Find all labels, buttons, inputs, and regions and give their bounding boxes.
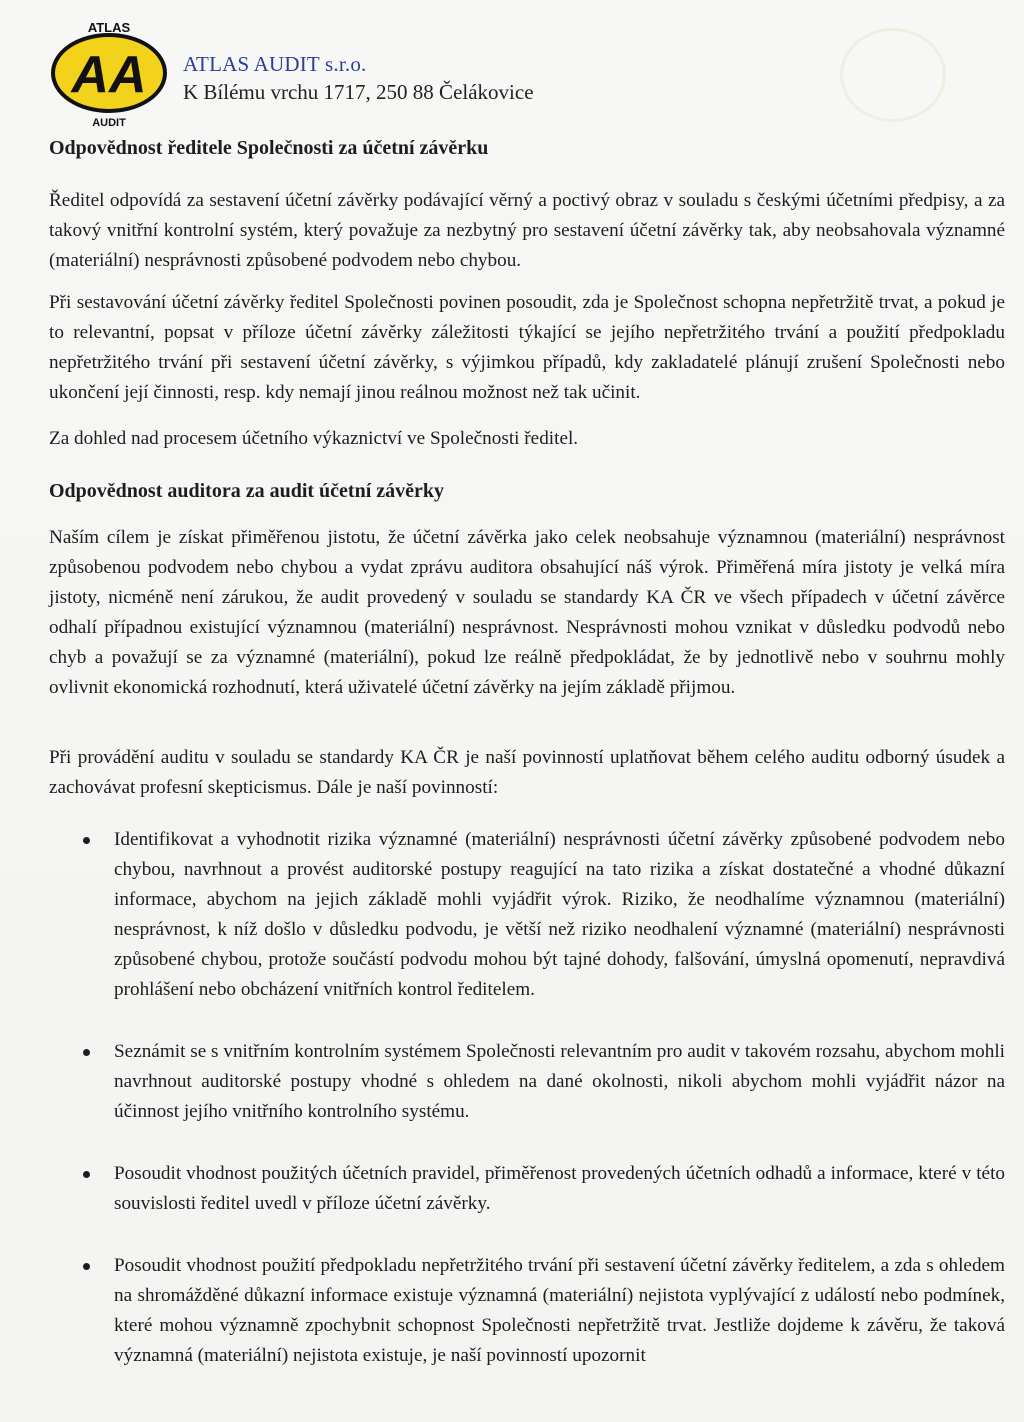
auditor-responsibility-heading: Odpovědnost auditora za audit účetní závěrky [49,480,445,502]
list-item: Posoudit vhodnost použitých účetních pravidel, přiměřenost provedených účetních odhadů a informace, které v této souvislosti ředitel uvedl v příloze účetní závěrky. [49,1159,1005,1219]
auditor-paragraph-1: Naším cílem je získat přiměřenou jistotu, že účetní závěrka jako celek neobsahuje významnou (materiální) nesprávnost způsobenou podvodem nebo chybou a vydat zprávu auditora obsahující náš výrok. Přiměřená míra jistoty je velká míra jistoty, nicméně není zárukou, že audit provedený v souladu se standardy KA ČR ve všech případech v účetní závěrce odhalí případnou existující významnou (materiální) nesprávnost. Nesprávnosti mohou vznikat v důsledku podvodů nebo chyb a považují se za významné (materiální), pokud lze reálně předpokládat, že by jednotlivě nebo v souhrnu mohly ovlivnit ekonomická rozhodnutí, která uživatelé účetní závěrky na jejím základě přijmou. [49,527,1005,698]
auditor-paragraph-2: Při provádění auditu v souladu se standardy KA ČR je naší povinností uplatňovat během celého auditu odborný úsudek a zachovávat profesní skepticismus. Dále je naší povinností: [49,747,1005,798]
logo-mark-text: AA [71,46,147,104]
list-item: Identifikovat a vyhodnotit rizika významné (materiální) nesprávnosti účetní závěrky způsobené podvodem nebo chybou, navrhnout a provést auditorské postupy reagující na tato rizika a získat dostatečné a vhodné důkazní informace, abychom na jejich základě mohli vyjádřit výrok. Riziko, že neodhalíme významnou (materiální) nesprávnost, k níž došlo v důsledku podvodu, je větší než riziko neodhalení významné (materiální) nesprávnosti způsobené chybou, protože součástí podvodu mohou být tajné dohody, falšování, úmyslná opomenutí, nepravdivá prohlášení nebo obcházení vnitřních kontrol ředitelem. [49,825,1005,1005]
logo-bottom-text: AUDIT [92,117,126,129]
company-name: ATLAS AUDIT s.r.o. [183,52,367,76]
director-responsibility-heading: Odpovědnost ředitele Společnosti za účetní závěrku [49,137,489,159]
auditor-duties-list [49,825,1005,1371]
director-paragraph-2: Při sestavování účetní závěrky ředitel Společnosti povinen posoudit, zda je Společnost schopna nepřetržitě trvat, a pokud je to relevantní, popsat v příloze účetní závěrky záležitosti týkající se jejího nepřetržitého trvání a použití předpokladu nepřetržitého trvání při sestavení účetní závěrky, s výjimkou případů, kdy zakladatelé plánují zrušení Společnosti nebo ukončení její činnosti, resp. kdy nemají jinou reálnou možnost než tak učinit. [49,292,1005,403]
list-item: Seznámit se s vnitřním kontrolním systémem Společnosti relevantním pro audit v takovém rozsahu, abychom mohli navrhnout auditorské postupy vhodné s ohledem na dané okolnosti, nikoli abychom mohli vyjádřit názor na účinnost jejího vnitřního kontrolního systému. [49,1037,1005,1127]
company-address: K Bílému vrchu 1717, 250 88 Čelákovice [183,80,534,104]
director-paragraph-1: Ředitel odpovídá za sestavení účetní závěrky podávající věrný a poctivý obraz v souladu s českými účetními předpisy, a za takový vnitřní kontrolní systém, který považuje za nezbytný pro sestavení účetní závěrky tak, aby neobsahovala významné (materiální) nesprávnosti způsobené podvodem nebo chybou. [49,190,1005,271]
director-paragraph-3: Za dohled nad procesem účetního výkaznictví ve Společnosti ředitel. [49,428,579,449]
atlas-audit-logo [46,18,172,130]
logo-top-text: ATLAS [87,20,131,35]
list-item: Posoudit vhodnost použití předpokladu nepřetržitého trvání při sestavení účetní závěrky ředitelem, a zda s ohledem na shromážděné důkazní informace existuje významná (materiální) nejistota vyplývající z událostí nebo podmínek, které mohou významně zpochybnit schopnost Společnosti nepřetržitě trvat. Jestliže dojdeme k závěru, že taková významná (materiální) nejistota existuje, je naší povinností upozornit [49,1251,1005,1371]
bleed-through-logo [840,28,946,122]
